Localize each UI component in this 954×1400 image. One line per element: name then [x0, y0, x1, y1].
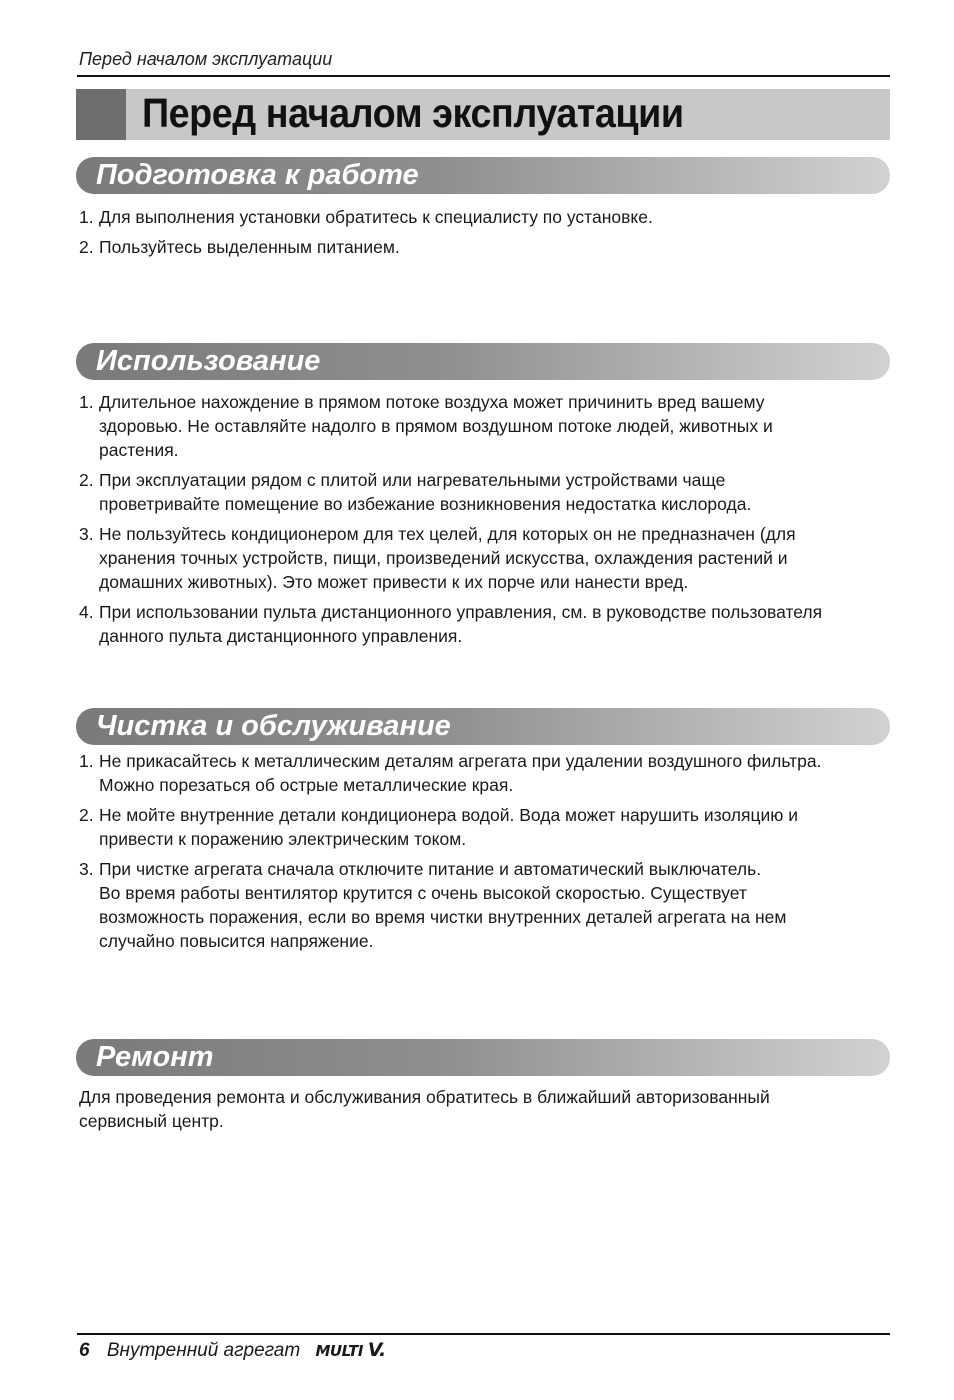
footer [79, 1339, 386, 1362]
list-line: возможность поражения, если во время чистки внутренних деталей агрегата на нем [99, 907, 787, 927]
list-item [79, 235, 653, 259]
list-line: проветривайте помещение во избежание возникновения недостатка кислорода. [99, 494, 752, 514]
section-header-preparation [76, 157, 890, 194]
list-line: Пользуйтесь выделенным питанием. [99, 237, 400, 257]
list-number: 3. [79, 859, 94, 879]
list-line: Во время работы вентилятор крутится с очень высокой скоростью. Существует [99, 883, 747, 903]
list-number: 1. [79, 751, 94, 771]
page-title-bar [76, 89, 890, 140]
section-title: Чистка и обслуживание [96, 710, 451, 742]
logo-main-text: MULTI [315, 1342, 363, 1360]
list-number: 2. [79, 805, 94, 825]
preparation-list [79, 205, 653, 265]
page-number: 6 [79, 1340, 90, 1361]
list-line: данного пульта дистанционного управления. [99, 626, 463, 646]
list-line: Для выполнения установки обратитесь к специалисту по установке. [99, 207, 653, 227]
list-item [79, 600, 822, 648]
list-line: Не прикасайтесь к металлическим деталям агрегата при удалении воздушного фильтра. [99, 751, 822, 771]
list-number: 1. [79, 207, 94, 227]
list-item [79, 522, 822, 594]
list-number: 2. [79, 237, 94, 257]
list-line: хранения точных устройств, пищи, произведений искусства, охлаждения растений и [99, 548, 788, 568]
list-line: привести к поражению электрическим током. [99, 829, 467, 849]
list-number: 3. [79, 524, 94, 544]
list-line: Не пользуйтесь кондиционером для тех целей, для которых он не предназначен (для [99, 524, 796, 544]
list-item [79, 468, 822, 516]
list-item [79, 803, 821, 851]
section-header-repair [76, 1039, 890, 1076]
paragraph-line: Для проведения ремонта и обслуживания обратитесь в ближайший авторизованный [79, 1087, 770, 1107]
running-header: Перед началом эксплуатации [79, 49, 333, 69]
header-rule [77, 75, 890, 77]
paragraph-line: сервисный центр. [79, 1111, 224, 1131]
section-header-cleaning [76, 708, 890, 745]
list-line: При чистке агрегата сначала отключите питание и автоматический выключатель. [99, 859, 762, 879]
list-line: При эксплуатации рядом с плитой или нагревательными устройствами чаще [99, 470, 726, 490]
list-number: 1. [79, 392, 94, 412]
logo-v-text: V. [367, 1339, 386, 1361]
list-line: растения. [99, 440, 179, 460]
section-header-usage [76, 343, 890, 380]
list-number: 2. [79, 470, 94, 490]
list-item [79, 205, 653, 229]
section-title: Подготовка к работе [96, 159, 419, 191]
footer-text: Внутренний агрегат [106, 1340, 301, 1361]
section-title: Ремонт [96, 1041, 214, 1073]
page-title: Перед началом эксплуатации [142, 90, 684, 136]
list-line: Длительное нахождение в прямом потоке воздуха может причинить вред вашему [99, 392, 765, 412]
repair-paragraph [79, 1085, 859, 1133]
list-line: При использовании пульта дистанционного управления, см. в руководстве пользователя [99, 602, 823, 622]
title-tab-decoration [76, 89, 126, 140]
list-line: Не мойте внутренние детали кондиционера водой. Вода может нарушить изоляцию и [99, 805, 799, 825]
footer-rule [77, 1333, 890, 1335]
section-title: Использование [96, 345, 321, 377]
usage-list [79, 390, 822, 654]
cleaning-list [79, 749, 821, 959]
list-item [79, 390, 822, 462]
list-line: случайно повысится напряжение. [99, 931, 374, 951]
list-item [79, 749, 821, 797]
list-line: Можно порезаться об острые металлические края. [99, 775, 514, 795]
list-line: здоровью. Не оставляйте надолго в прямом воздушном потоке людей, животных и [99, 416, 773, 436]
multi-v-logo [315, 1339, 385, 1361]
list-number: 4. [79, 602, 94, 622]
list-item [79, 857, 821, 953]
list-line: домашних животных). Это может привести к их порче или нанести вред. [99, 572, 689, 592]
